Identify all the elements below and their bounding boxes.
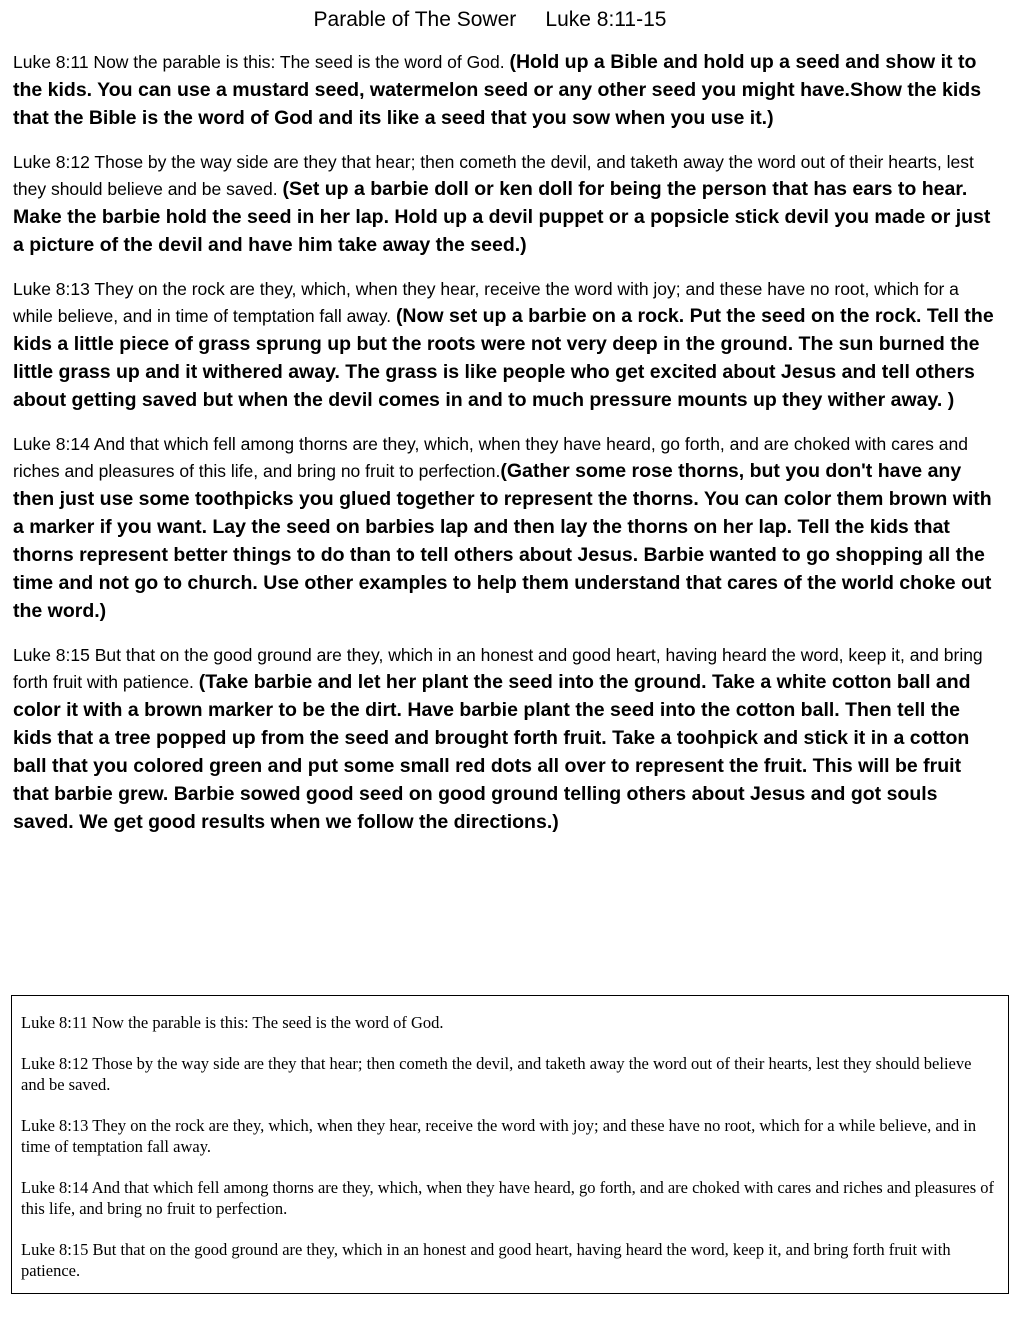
instruction-text: (Now set up a barbie on a rock. Put the seed on the rock. Tell the kids a little piece of grass sprung up but the roots were not very deep in the ground. The sun burned the little grass up and it withered away. The grass is like people who get excited about Jesus and tell others about getting saved but when the devil comes in and to much pressure mounts up they wither away. ) — [13, 305, 994, 411]
lesson-luke-8-13 — [13, 276, 998, 414]
lesson-luke-8-15 — [13, 642, 998, 836]
reference-luke-8-15: Luke 8:15 But that on the good ground are they, which in an honest and good heart, having heard the word, keep it, and bring forth fruit with patience. — [21, 1240, 951, 1280]
reference-luke-8-11: Luke 8:11 Now the parable is this: The seed is the word of God. — [21, 1013, 444, 1032]
lesson-luke-8-12 — [13, 149, 998, 259]
lesson-luke-8-14 — [13, 431, 998, 625]
reference-luke-8-14: Luke 8:14 And that which fell among thorns are they, which, when they have heard, go forth, and are choked with cares and riches and pleasures of this life, and bring no fruit to perfection. — [21, 1178, 995, 1218]
verse-text: Luke 8:12 Those by the way side are they that hear; then cometh the devil, and taketh away the word out of their hearts, lest they should believe and be saved. — [13, 152, 974, 199]
reference-luke-8-12: Luke 8:12 Those by the way side are they that hear; then cometh the devil, and taketh away the word out of their hearts, lest they should believe and be saved. — [21, 1054, 972, 1094]
scripture-reference-box — [11, 995, 1009, 1294]
instruction-text: (Gather some rose thorns, but you don't have any then just use some toothpicks you glued together to represent the thorns. You can color them brown with a marker if you want. Lay the seed on barbies lap and then lay the thorns on her lap. Tell the kids that thorns represent better things to do than to tell others about Jesus. Barbie wanted to go shopping all the time and not go to church. Use other examples to help them understand that cares of the world choke out the word.) — [13, 460, 992, 622]
reference-luke-8-13: Luke 8:13 They on the rock are they, which, when they hear, receive the word with joy; and these have no root, which for a while believe, and in time of temptation fall away. — [21, 1116, 977, 1156]
verse-text: Luke 8:14 And that which fell among thorns are they, which, when they have heard, go forth, and are choked with cares and riches and pleasures of this life, and bring no fruit to perfection. — [13, 434, 968, 481]
lesson-list — [13, 48, 998, 853]
verse-text: Luke 8:13 They on the rock are they, which, when they hear, receive the word with joy; and these have no root, which for a while believe, and in time of temptation fall away. — [13, 279, 959, 326]
verse-text: Luke 8:15 But that on the good ground are they, which in an honest and good heart, having heard the word, keep it, and bring forth fruit with patience. — [13, 645, 983, 692]
instruction-text: (Hold up a Bible and hold up a seed and show it to the kids. You can use a mustard seed, watermelon seed or any other seed you might have.Show the kids that the Bible is the word of God and its like a seed that you sow when you use it.) — [13, 51, 982, 129]
lesson-luke-8-11 — [13, 48, 998, 132]
instruction-text: (Take barbie and let her plant the seed into the ground. Take a white cotton ball and color it with a brown marker to be the dirt. Have barbie plant the seed into the cotton ball. Then tell the kids that a tree popped up from the seed and brought forth fruit. Take a toohpick and stick it in a cotton ball that you colored green and put some small red dots all over to represent the fruit. This will be fruit that barbie grew. Barbie sowed good seed on good ground telling others about Jesus and got souls saved. We get good results when we follow the directions.) — [13, 671, 971, 833]
page-title: Parable of The Sower Luke 8:11-15 — [313, 8, 667, 31]
verse-text: Luke 8:11 Now the parable is this: The seed is the word of God. — [13, 52, 510, 72]
instruction-text: (Set up a barbie doll or ken doll for being the person that has ears to hear. Make the barbie hold the seed in her lap. Hold up a devil puppet or a popsicle stick devil you made or just a picture of the devil and have him take away the seed.) — [13, 178, 991, 256]
